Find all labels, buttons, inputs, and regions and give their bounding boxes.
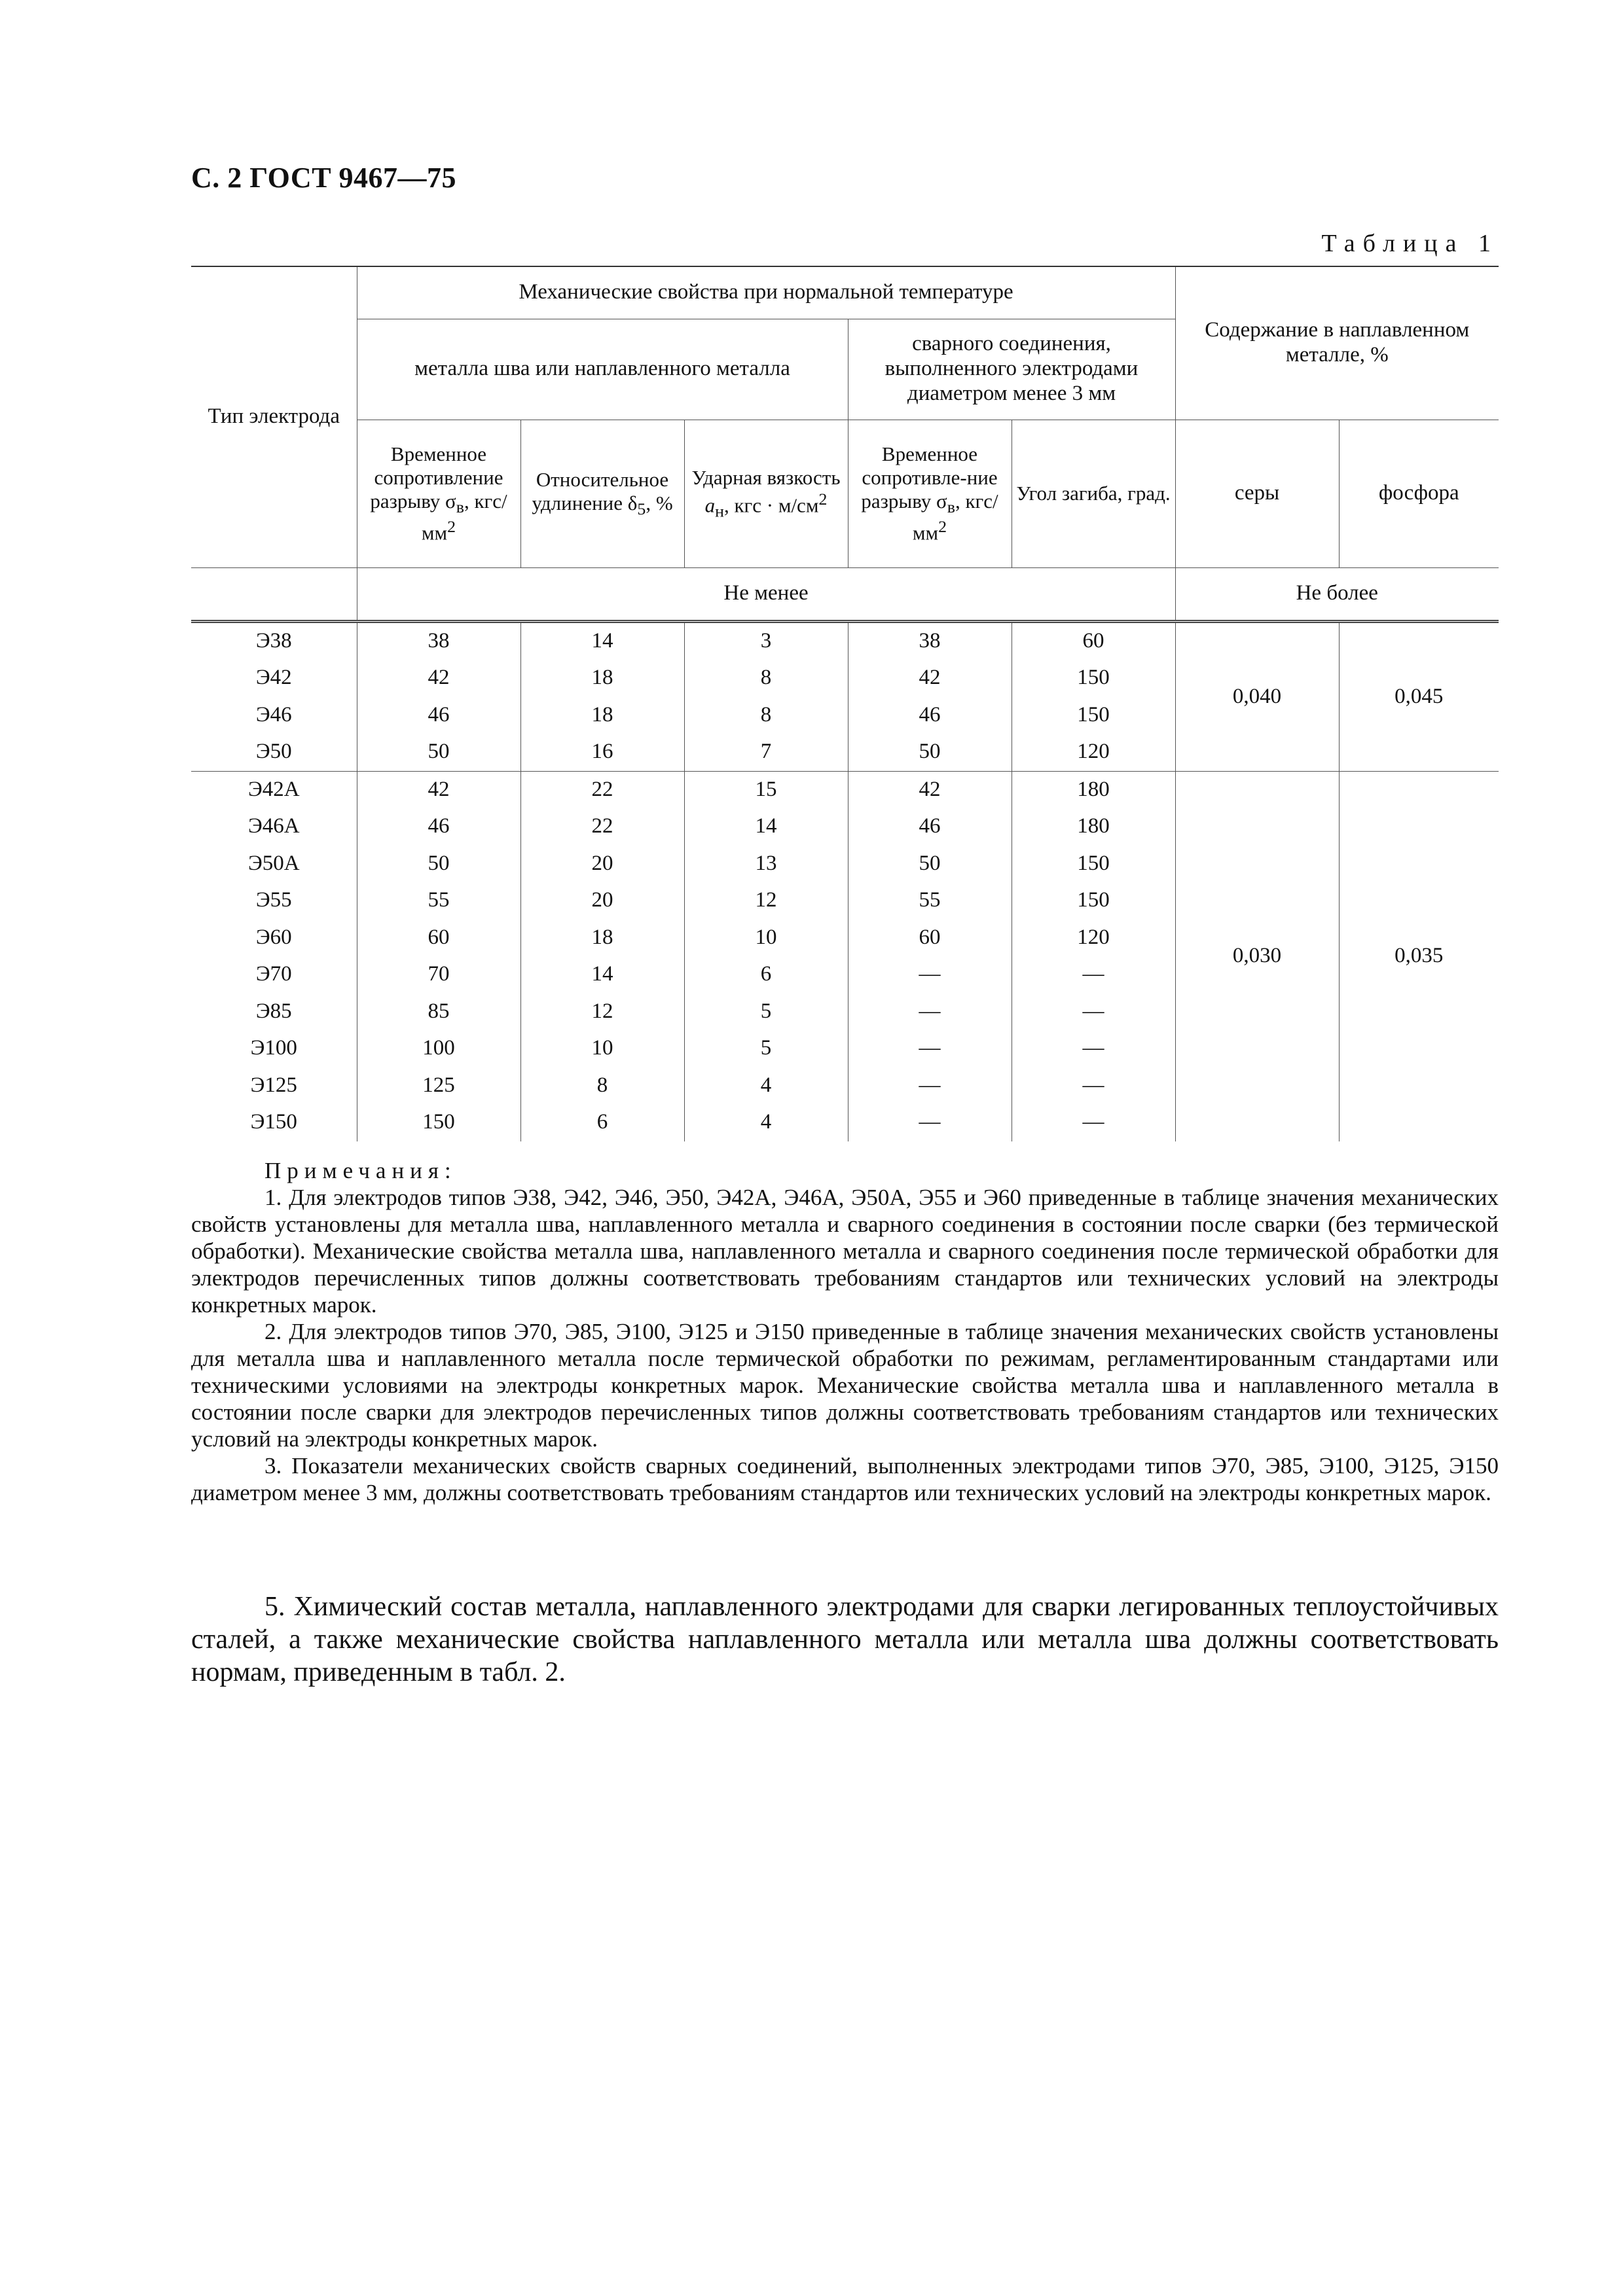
cell-electrode-type: Э60 — [191, 920, 357, 957]
header-impact-strength: Ударная вязкость $a_н$, кгс · $м/см^2$ — [684, 420, 848, 567]
header-electrode-type: Тип электрода — [191, 266, 357, 567]
cell-electrode-type: Э38 — [191, 621, 357, 660]
header-phosphorus: фосфора — [1339, 420, 1499, 567]
note-item: 2. Для электродов типов Э70, Э85, Э100, Э125 и Э150 приведенные в таблице значения механических свойств установлены для металла шва и наплавленного металла после термической обработки по режимам, регламентированным стандартами или техническими условиями на электроды конкретных марок. Механические свойства металла шва и наплавленного металла в состоянии после сварки для электродов перечисленных типов должны соответствовать требованиям стандартов или технических условий на электроды конкретных марок. — [191, 1319, 1499, 1452]
cell-joint-tensile: — — [848, 1030, 1012, 1067]
cell-bend: — — [1012, 1104, 1175, 1141]
header-sulfur: серы — [1175, 420, 1339, 567]
cell-sulfur: 0,040 — [1175, 621, 1339, 771]
cell-joint-tensile: 42 — [848, 660, 1012, 697]
note-item: 3. Показатели механических свойств сварных соединений, выполненных электродами типов Э70, Э85, Э100, Э125, Э150 диаметром менее 3 мм, должны соответствовать требованиям стандартов или технических условий на электроды конкретных марок. — [191, 1453, 1499, 1505]
cell-bend: 60 — [1012, 621, 1175, 660]
cell-bend: — — [1012, 956, 1175, 994]
table-row — [191, 771, 1499, 808]
cell-impact: 5 — [684, 994, 848, 1031]
cell-electrode-type: Э50 — [191, 734, 357, 771]
cell-tensile: 150 — [357, 1104, 520, 1141]
cell-impact: 4 — [684, 1104, 848, 1141]
cell-bend: 150 — [1012, 882, 1175, 920]
cell-elongation: 6 — [520, 1104, 684, 1141]
cell-joint-tensile: 50 — [848, 846, 1012, 883]
cell-tensile: 100 — [357, 1030, 520, 1067]
mechanical-properties-table — [191, 266, 1499, 1141]
cell-tensile: 125 — [357, 1067, 520, 1105]
cell-electrode-type: Э42 — [191, 660, 357, 697]
cell-electrode-type: Э55 — [191, 882, 357, 920]
header-limit-max: Не более — [1175, 567, 1499, 621]
cell-impact: 3 — [684, 621, 848, 660]
cell-electrode-type: Э70 — [191, 956, 357, 994]
cell-impact: 13 — [684, 846, 848, 883]
cell-tensile: 50 — [357, 734, 520, 771]
header-blank-cell — [191, 567, 357, 621]
note-item: 1. Для электродов типов Э38, Э42, Э46, Э50, Э42А, Э46А, Э50А, Э55 и Э60 приведенные в таблице значения механических свойств установлены для металла шва, наплавленного металла и сварного соединения в состоянии после сварки (без термической обработки). Механические свойства металла шва, наплавленного металла и сварного соединения после термической обработки для электродов перечисленных типов должны соответствовать требованиям стандартов или технических условий на электроды конкретных марок. — [191, 1185, 1499, 1318]
cell-impact: 8 — [684, 660, 848, 697]
header-content-in-metal: Содержание в наплавленном металле, % — [1175, 266, 1499, 420]
cell-bend: 120 — [1012, 734, 1175, 771]
cell-impact: 10 — [684, 920, 848, 957]
cell-joint-tensile: — — [848, 1067, 1012, 1105]
cell-tensile: 85 — [357, 994, 520, 1031]
cell-joint-tensile: 46 — [848, 808, 1012, 846]
page-header: С. 2 ГОСТ 9467—75 — [191, 162, 457, 194]
table-row — [191, 621, 1499, 660]
cell-bend: — — [1012, 994, 1175, 1031]
cell-elongation: 18 — [520, 660, 684, 697]
cell-bend: 150 — [1012, 697, 1175, 734]
cell-elongation: 12 — [520, 994, 684, 1031]
cell-bend: 150 — [1012, 660, 1175, 697]
cell-bend: 180 — [1012, 808, 1175, 846]
cell-tensile: 38 — [357, 621, 520, 660]
notes-title: Примечания: — [264, 1158, 457, 1183]
cell-elongation: 8 — [520, 1067, 684, 1105]
cell-electrode-type: Э150 — [191, 1104, 357, 1141]
cell-elongation: 18 — [520, 697, 684, 734]
cell-elongation: 22 — [520, 771, 684, 808]
table-body — [191, 621, 1499, 1141]
cell-joint-tensile: 42 — [848, 771, 1012, 808]
header-bend-angle: Угол загиба, град. — [1012, 420, 1175, 567]
cell-tensile: 55 — [357, 882, 520, 920]
cell-elongation: 16 — [520, 734, 684, 771]
cell-joint-tensile: 55 — [848, 882, 1012, 920]
header-mechanical-properties: Механические свойства при нормальной температуре — [357, 266, 1175, 319]
cell-impact: 12 — [684, 882, 848, 920]
header-tensile-strength: Временное сопротивление разрыву $\sigma_в$, кгс/$мм^2$ — [357, 420, 520, 567]
cell-sulfur: 0,030 — [1175, 771, 1339, 1141]
cell-electrode-type: Э125 — [191, 1067, 357, 1105]
cell-bend: — — [1012, 1067, 1175, 1105]
header-weld-metal: металла шва или наплавленного металла — [357, 319, 848, 420]
cell-impact: 14 — [684, 808, 848, 846]
cell-joint-tensile: 60 — [848, 920, 1012, 957]
paragraph-5: 5. Химический состав металла, наплавленного электродами для сварки легированных теплоустойчивых сталей, а также механические свойства наплавленного металла или металла шва должны соответствовать нормам, приведенным в табл. 2. — [191, 1592, 1499, 1687]
cell-elongation: 14 — [520, 621, 684, 660]
cell-elongation: 14 — [520, 956, 684, 994]
header-welded-joint: сварного соединения, выполненного электродами диаметром менее 3 мм — [848, 319, 1175, 420]
header-limit-min: Не менее — [357, 567, 1175, 621]
cell-joint-tensile: 38 — [848, 621, 1012, 660]
cell-tensile: 70 — [357, 956, 520, 994]
cell-electrode-type: Э46 — [191, 697, 357, 734]
cell-phosphorus: 0,035 — [1339, 771, 1499, 1141]
cell-impact: 15 — [684, 771, 848, 808]
cell-tensile: 46 — [357, 697, 520, 734]
cell-impact: 7 — [684, 734, 848, 771]
cell-impact: 6 — [684, 956, 848, 994]
notes-section — [191, 1157, 1499, 1506]
cell-electrode-type: Э46А — [191, 808, 357, 846]
header-joint-tensile-strength: Временное сопротивле-ние разрыву $\sigma_в$, кгс/$мм^2$ — [848, 420, 1012, 567]
cell-tensile: 60 — [357, 920, 520, 957]
cell-impact: 5 — [684, 1030, 848, 1067]
cell-tensile: 50 — [357, 846, 520, 883]
cell-elongation: 22 — [520, 808, 684, 846]
cell-electrode-type: Э85 — [191, 994, 357, 1031]
cell-joint-tensile: — — [848, 956, 1012, 994]
cell-electrode-type: Э42А — [191, 771, 357, 808]
table-caption: Таблица 1 — [1321, 230, 1499, 257]
header-elongation: Относительное удлинение $\delta_5$, % — [520, 420, 684, 567]
cell-bend: 150 — [1012, 846, 1175, 883]
cell-joint-tensile: — — [848, 1104, 1012, 1141]
cell-elongation: 20 — [520, 846, 684, 883]
cell-joint-tensile: 46 — [848, 697, 1012, 734]
cell-joint-tensile: 50 — [848, 734, 1012, 771]
cell-phosphorus: 0,045 — [1339, 621, 1499, 771]
cell-impact: 4 — [684, 1067, 848, 1105]
cell-elongation: 10 — [520, 1030, 684, 1067]
cell-tensile: 42 — [357, 660, 520, 697]
cell-bend: 180 — [1012, 771, 1175, 808]
cell-electrode-type: Э100 — [191, 1030, 357, 1067]
cell-bend: — — [1012, 1030, 1175, 1067]
cell-elongation: 20 — [520, 882, 684, 920]
cell-tensile: 42 — [357, 771, 520, 808]
cell-elongation: 18 — [520, 920, 684, 957]
cell-joint-tensile: — — [848, 994, 1012, 1031]
cell-tensile: 46 — [357, 808, 520, 846]
cell-bend: 120 — [1012, 920, 1175, 957]
cell-electrode-type: Э50А — [191, 846, 357, 883]
cell-impact: 8 — [684, 697, 848, 734]
